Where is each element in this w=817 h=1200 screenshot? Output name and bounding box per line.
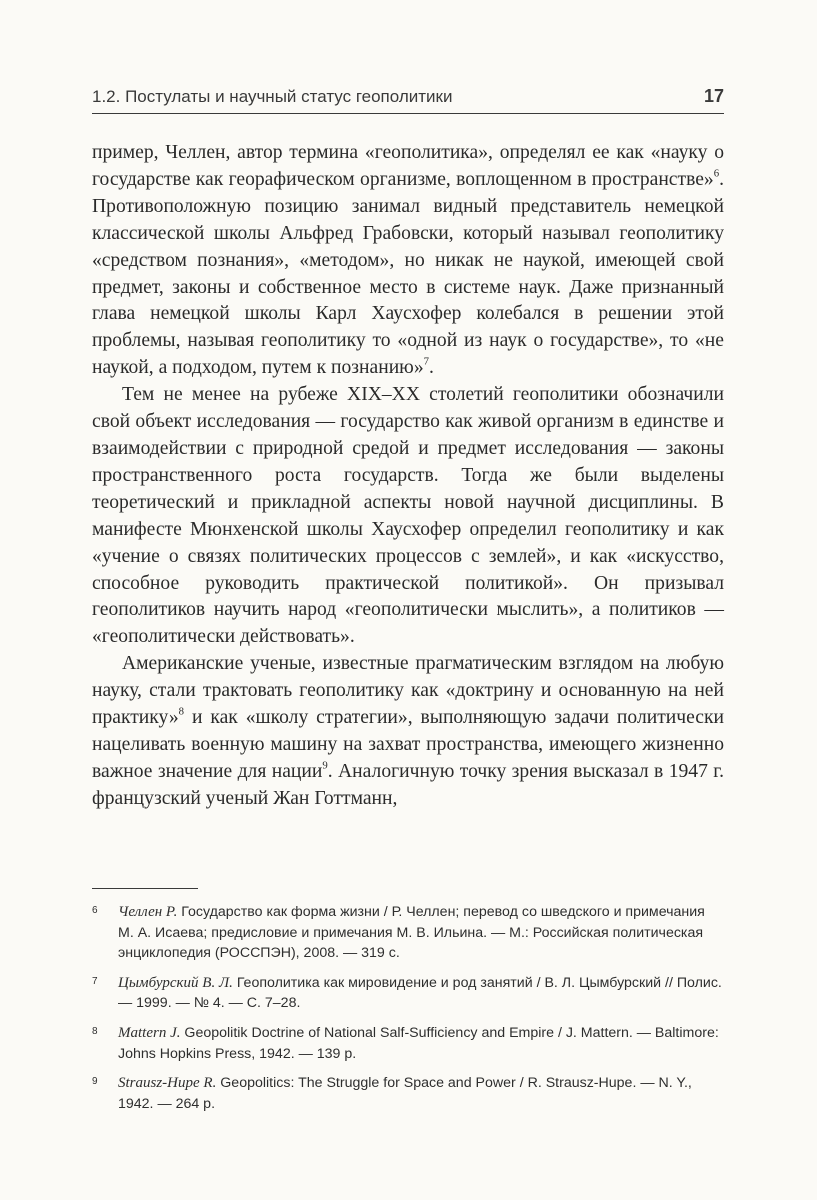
paragraph-1 [92,140,724,382]
header-rule [92,113,724,114]
footnotes [92,902,724,1123]
chapter-title: 1.2. Постулаты и научный статус геополитики [92,87,453,106]
footnote-text [118,973,724,1014]
footnote-text [118,1073,724,1114]
footnote-ref-8[interactable]: 8 [178,705,185,718]
footnote-body: Геополитика как мировидение и род занятий / В. Л. Цымбурский // Полис. — 1999. — № 4. — С. 7–28. [118,974,722,1012]
footnote-number: 7 [92,975,98,987]
footnote-number: 9 [92,1076,98,1088]
footnote-author: Цымбурский В. Л. [118,974,233,991]
footnote [92,973,724,1014]
footnote-text [118,902,724,964]
footnote-author: Mattern J. [118,1024,181,1041]
paragraph-3-part-b: и как «школу стратегии», выполняющую задачи политически нацеливать военную машину на захват пространства, имеющего жизненно важное значение для нации [92,707,724,782]
paragraph-1-part-c: . [429,357,434,379]
footnote-rule [92,888,198,889]
footnote-body: Geopolitics: The Struggle for Space and Power / R. Strausz-Hupe. — N. Y., 1942. — 264 p. [118,1075,692,1112]
paragraph-3-part-c: . Аналогичную точку зрения высказал в 1947 г. французский ученый Жан Готтманн, [92,760,724,809]
footnote-number: 8 [92,1025,98,1037]
paragraph-1-part-b: . Противоположную позицию занимал видный представитель немецкой классической школы Альфред Грабовски, который называл геополитику «средством познания», «методом», но никак не наукой, имеющей свой предмет, законы и собственное место в системе наук. Даже признанный глава немецкой школы Карл Хаусхофер колебался в решении этой проблемы, называя геополитику то «одной из наук о государстве», то «не наукой, а подходом, путем к познанию» [92,168,724,379]
running-head [92,86,724,107]
footnote-number: 6 [92,905,98,916]
footnote [92,1023,724,1064]
paragraph-2: Тем не менее на рубеже XIX–XX столетий геополитики обозначили свой объект исследования — государство как живой организм в единстве и взаимодействии с природной средой и предмет исследования — законы пространственного роста государств. Тогда же были выделены теоретический и прикладной аспекты новой научной дисциплины. В манифесте Мюнхенской школы Хаусхофер определил геополитику и как «учение о связях политических процессов с землей», и как «искусство, способное руководить практической политикой». Он призывал геополитиков научить народ «геополитически мыслить», а политиков — «геополитически действовать». [92,384,724,648]
footnote-ref-9[interactable]: 9 [322,759,328,772]
footnote-text [118,1023,724,1064]
footnote [92,902,724,964]
footnote-author: Strausz-Hupe R. [118,1075,217,1092]
body-text [92,140,724,813]
footnote-author: Челлен Р. [118,904,178,920]
page-number: 17 [703,86,724,106]
footnote-body: Geopolitik Doctrine of National Salf-Sufficiency and Empire / J. Mattern. — Baltimore: Johns Hopkins Press, 1942. — 139 p. [118,1024,719,1062]
footnote [92,1073,724,1114]
footnote-body: Государство как форма жизни / Р. Челлен; перевод со шведского и примечания М. А. Исаева; предисловие и примечания М. В. Ильина. — М.: Российская политическая энциклопедия (РОССПЭН), 2008. — 319 с. [118,904,705,962]
paragraph-3-part-a: Американские ученые, известные прагматическим взглядом на любую науку, стали трактовать геополитику как «доктрину и основанную на ней практику» [92,653,724,729]
paragraph-3 [92,651,724,812]
paragraph-1-part-a: пример, Челлен, автор термина «геополитика», определял ее как «науку о государстве как георафическом организме, воплощенном в пространстве» [92,142,724,190]
footnote-ref-6[interactable]: 6 [713,167,720,180]
footnote-ref-7[interactable]: 7 [423,355,430,368]
